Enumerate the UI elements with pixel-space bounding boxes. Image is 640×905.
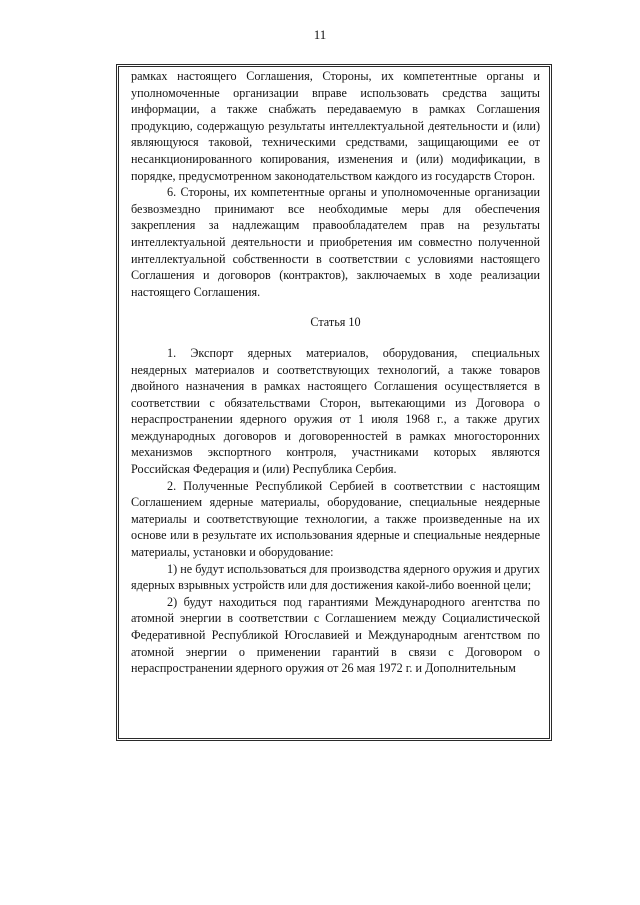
article-10-paragraph-2: 2. Полученные Республикой Сербией в соответствии с настоящим Соглашением ядерные материалы, оборудование, специальные неядерные материалы и соответствующие технологии, а также произведенные на их основе или в результате их использования ядерные и специальные неядерные материалы, установки и оборудование: xyxy=(131,478,540,560)
article-heading: Статья 10 xyxy=(310,315,361,330)
paragraph-continuation: рамках настоящего Соглашения, Стороны, их компетентные органы и уполномоченные организации вправе использовать средства защиты информации, а также снабжать передаваемую в рамках Соглашения продукцию, содержащую результаты интеллектуальной деятельности и (или) являющуюся таковой, техническими средствами, защищающими ее от несанкционированного копирования, изменения и (или) модификации, в порядке, предусмотренном законодательством каждого из государств Сторон. xyxy=(131,69,540,183)
article-10-subitem-2: 2) будут находиться под гарантиями Международного агентства по атомной энергии в соответствии с Соглашением между Социалистической Федеративной Республикой Югославией и Международным агентством по атомной энергии о применении гарантий в связи с Договором о нераспространении ядерного оружия от 26 мая 1972 г. и Дополнительным xyxy=(131,594,540,676)
page-number: 11 xyxy=(313,27,327,42)
article-10-subitem-1: 1) не будут использоваться для производства ядерного оружия и других ядерных взрывных устройств или для достижения какой-либо военной цели; xyxy=(131,561,540,593)
document-body xyxy=(131,68,540,677)
paragraph-6: 6. Стороны, их компетентные органы и уполномоченные организации безвозмездно принимают все необходимые меры для обеспечения закрепления за надлежащим правообладателем прав на результаты интеллектуальной деятельности и приобретения им совместно полученной интеллектуальной собственности в соответствии с условиями настоящего Соглашения и договоров (контрактов), заключаемых в ходе реализации настоящего Соглашения. xyxy=(131,185,540,299)
article-10-paragraph-1: 1. Экспорт ядерных материалов, оборудования, специальных неядерных материалов и соответствующих технологий, а также товаров двойного назначения в рамках настоящего Соглашения осуществляется в соответствии с обязательствами Сторон, вытекающими из Договора о нераспространении ядерного оружия от 1 июля 1968 г., а также других международных договоров и договоренностей в рамках многосторонних механизмов экспортного контроля, участниками которых являются Российская Федерация и (или) Республика Сербия. xyxy=(131,345,540,477)
